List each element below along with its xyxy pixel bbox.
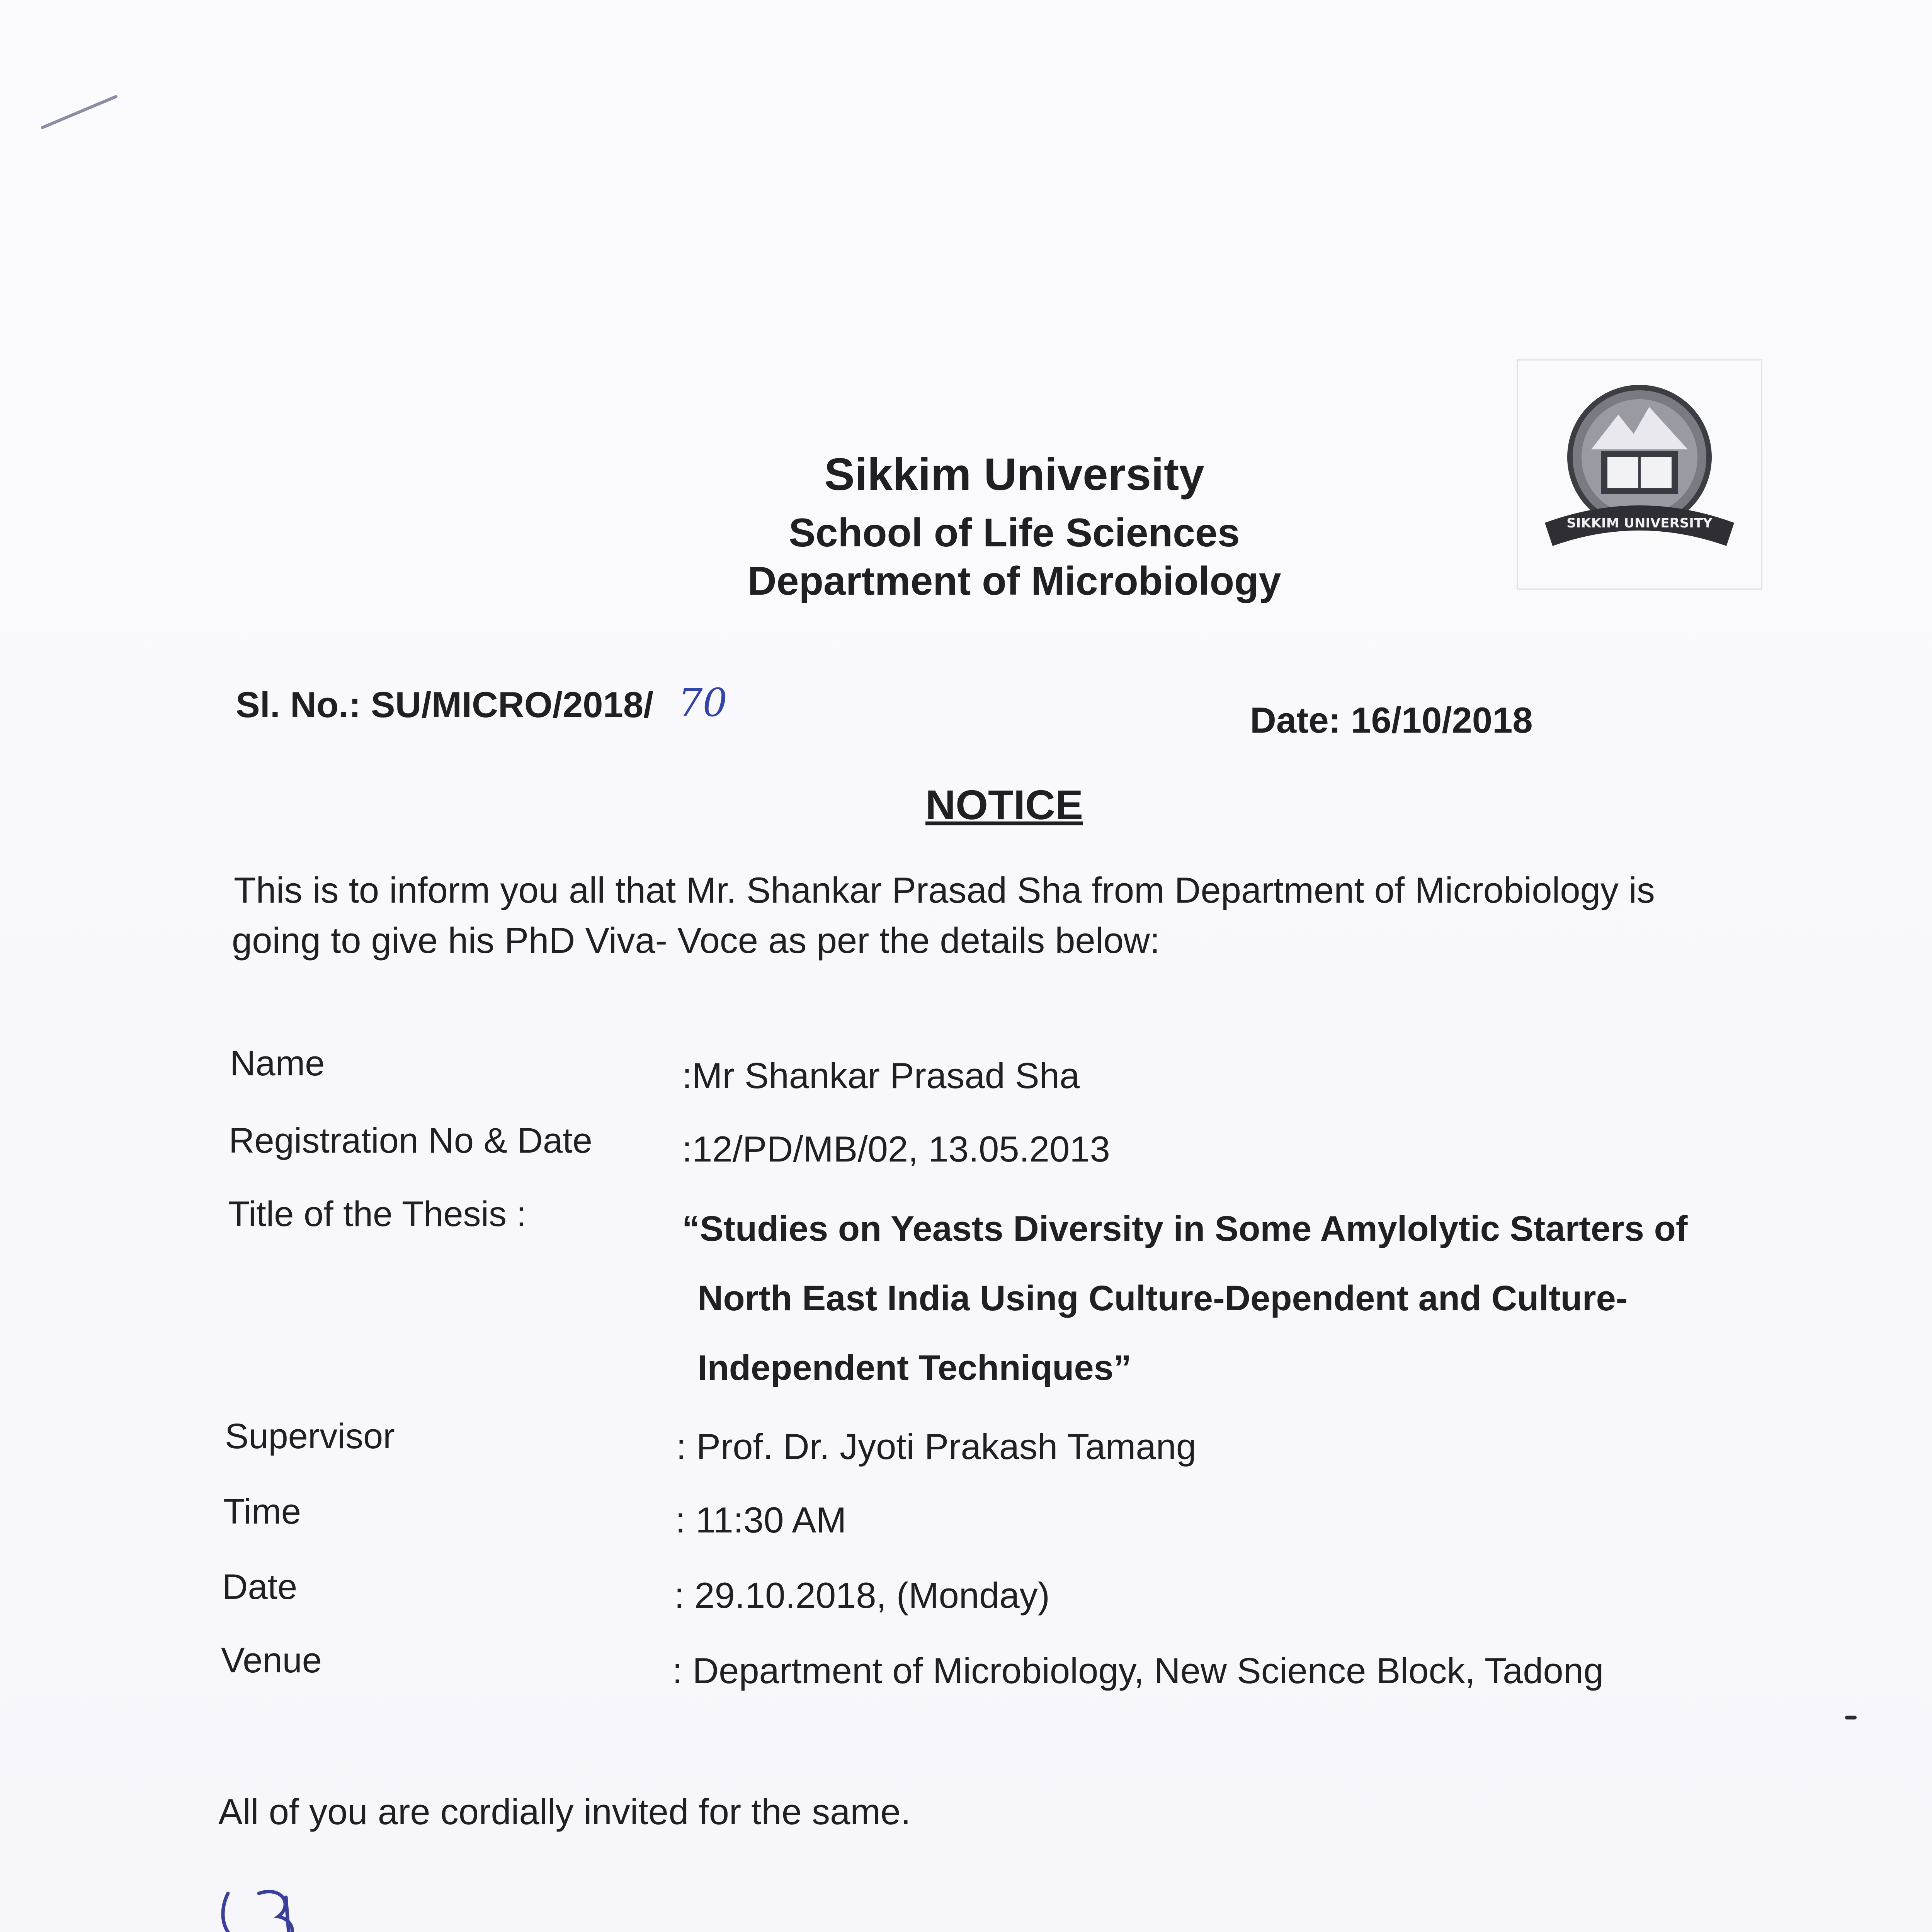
date-value: : 29.10.2018, (Monday) — [674, 1575, 1050, 1616]
university-name: Sikkim University — [824, 449, 1204, 500]
university-logo — [1517, 359, 1762, 590]
registration-value: :12/PD/MB/02, 13.05.2013 — [682, 1129, 1110, 1169]
venue-label: Venue — [221, 1641, 322, 1680]
supervisor-label: Supervisor — [225, 1417, 395, 1456]
thesis-title-line-3: Independent Techniques” — [697, 1348, 1131, 1388]
registration-label: Registration No & Date — [229, 1121, 592, 1160]
venue-value: : Department of Microbiology, New Science Block, Tadong — [672, 1650, 1604, 1691]
thesis-title-line-1: “Studies on Yeasts Diversity in Some Amylolytic Starters of — [682, 1209, 1688, 1248]
stray-mark — [1845, 1716, 1857, 1719]
intro-line-2: going to give his PhD Viva- Voce as per the details below: — [232, 920, 1160, 961]
time-label: Time — [223, 1492, 301, 1531]
logo-text: SIKKIM UNIVERSITY — [1566, 515, 1713, 531]
date-label: Date — [222, 1567, 298, 1607]
department-name: Department of Microbiology — [747, 559, 1281, 604]
thesis-title-label: Title of the Thesis : — [228, 1194, 527, 1234]
closing-text: All of you are cordially invited for the same. — [218, 1791, 911, 1832]
serial-handwritten: 70 — [678, 680, 728, 725]
serial-number: Sl. No.: SU/MICRO/2018/ — [236, 684, 654, 725]
notice-date: Date: 16/10/2018 — [1250, 700, 1533, 740]
name-value: :Mr Shankar Prasad Sha — [682, 1055, 1080, 1096]
signature — [201, 1870, 456, 1932]
scan-mark — [39, 89, 128, 135]
time-value: : 11:30 AM — [675, 1500, 847, 1540]
school-name: School of Life Sciences — [789, 510, 1240, 555]
thesis-title-line-2: North East India Using Culture-Dependent and Culture- — [697, 1279, 1628, 1318]
intro-line-1: This is to inform you all that Mr. Shankar Prasad Sha from Department of Microbiology is — [234, 870, 1655, 910]
supervisor-value: : Prof. Dr. Jyoti Prakash Tamang — [676, 1426, 1197, 1467]
thesis-title — [682, 1194, 1745, 1403]
name-label: Name — [230, 1044, 325, 1083]
notice-title: NOTICE — [925, 781, 1083, 828]
